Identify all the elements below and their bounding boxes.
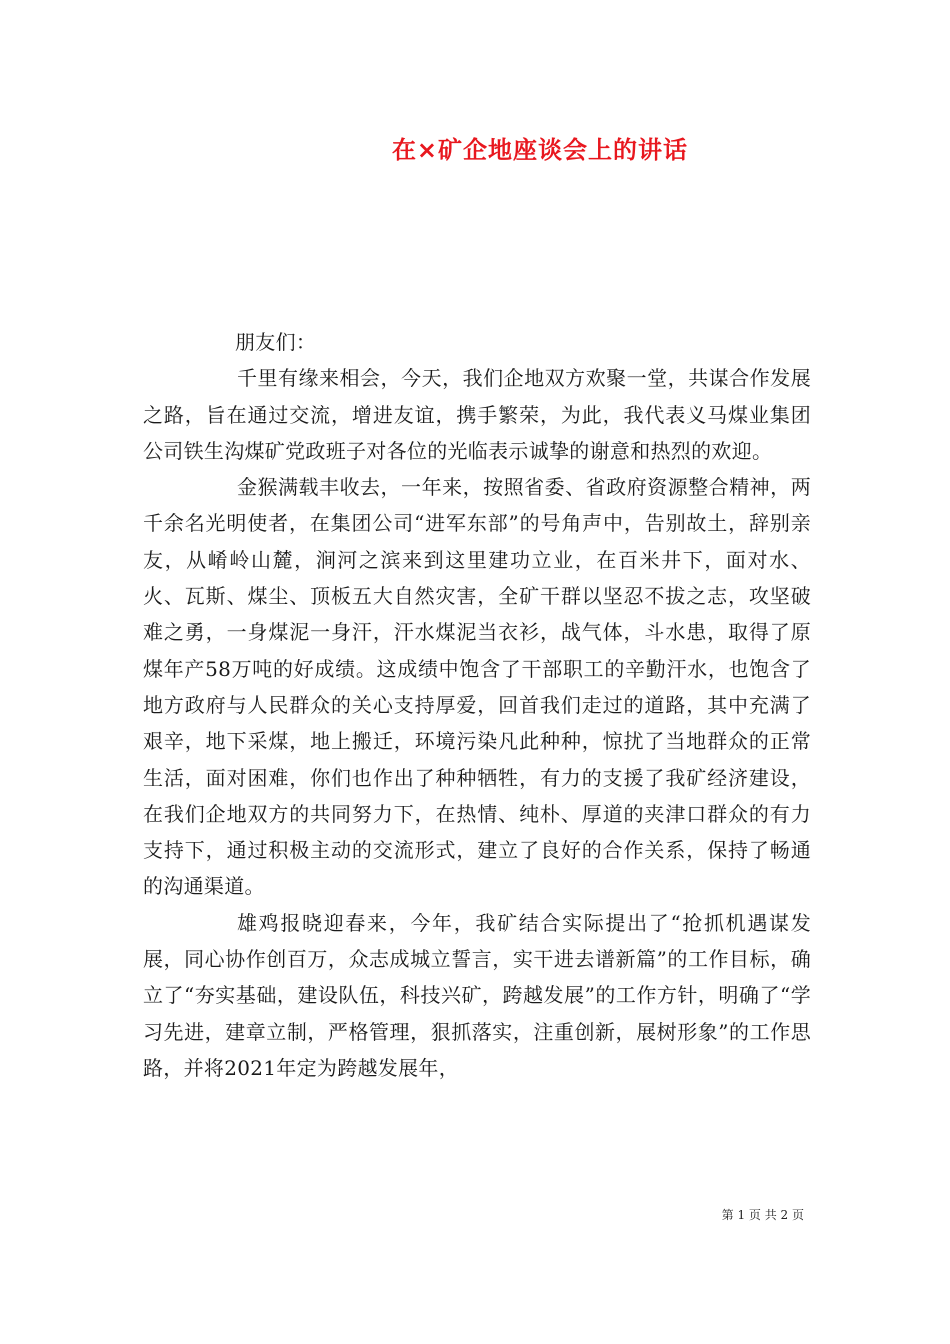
paragraph-2: 金猴满载丰收去，一年来，按照省委、省政府资源整合精神，两千余名光明使者，在集团公司“进军东部”的号角声中，告别故土，辞别亲友，从崤岭山麓，涧河之滨来到这里建功立业，在百米井下，面对水、火、瓦斯、煤尘、顶板五大自然灾害，全矿干群以坚忍不拔之志，攻坚破难之勇，一身煤泥一身汗，汗水煤泥当衣衫，战气体，斗水患，取得了原煤年产58万吨的好成绩。这成绩中饱含了干部职工的辛勤汗水，也饱含了地方政府与人民群众的关心支持厚爱，回首我们走过的道路，其中充满了艰辛，地下采煤，地上搬迁，环境污染凡此种种，惊扰了当地群众的正常生活，面对困难，你们也作出了种种牺牲，有力的支援了我矿经济建设，在我们企地双方的共同努力下，在热情、纯朴、厚道的夹津口群众的有力支持下，通过积极主动的交流形式，建立了良好的合作关系，保持了畅通的沟通渠道。 [143, 475, 811, 899]
paragraph-3: 雄鸡报晓迎春来，今年，我矿结合实际提出了“抢抓机遇谋发展，同心协作创百万，众志成城立誓言，实干进去谱新篇”的工作目标，确立了“夯实基础，建设队伍，科技兴矿，跨越发展”的工作方针，明确了“学习先进，建章立制，严格管理，狠抓落实，注重创新，展树形象”的工作思路，并将2021年定为跨越发展年， [143, 910, 811, 1080]
page-number-footer: 第 1 页 共 2 页 [721, 1208, 804, 1222]
salutation: 朋友们： [235, 330, 317, 354]
paragraph-1: 千里有缘来相会，今天，我们企地双方欢聚一堂，共谋合作发展之路，旨在通过交流，增进友谊，携手繁荣，为此，我代表义马煤业集团公司铁生沟煤矿党政班子对各位的光临表示诚挚的谢意和热烈的欢迎。 [143, 366, 811, 463]
document-body [143, 324, 811, 1086]
document-title: 在×矿企地座谈会上的讲话 [391, 136, 689, 164]
